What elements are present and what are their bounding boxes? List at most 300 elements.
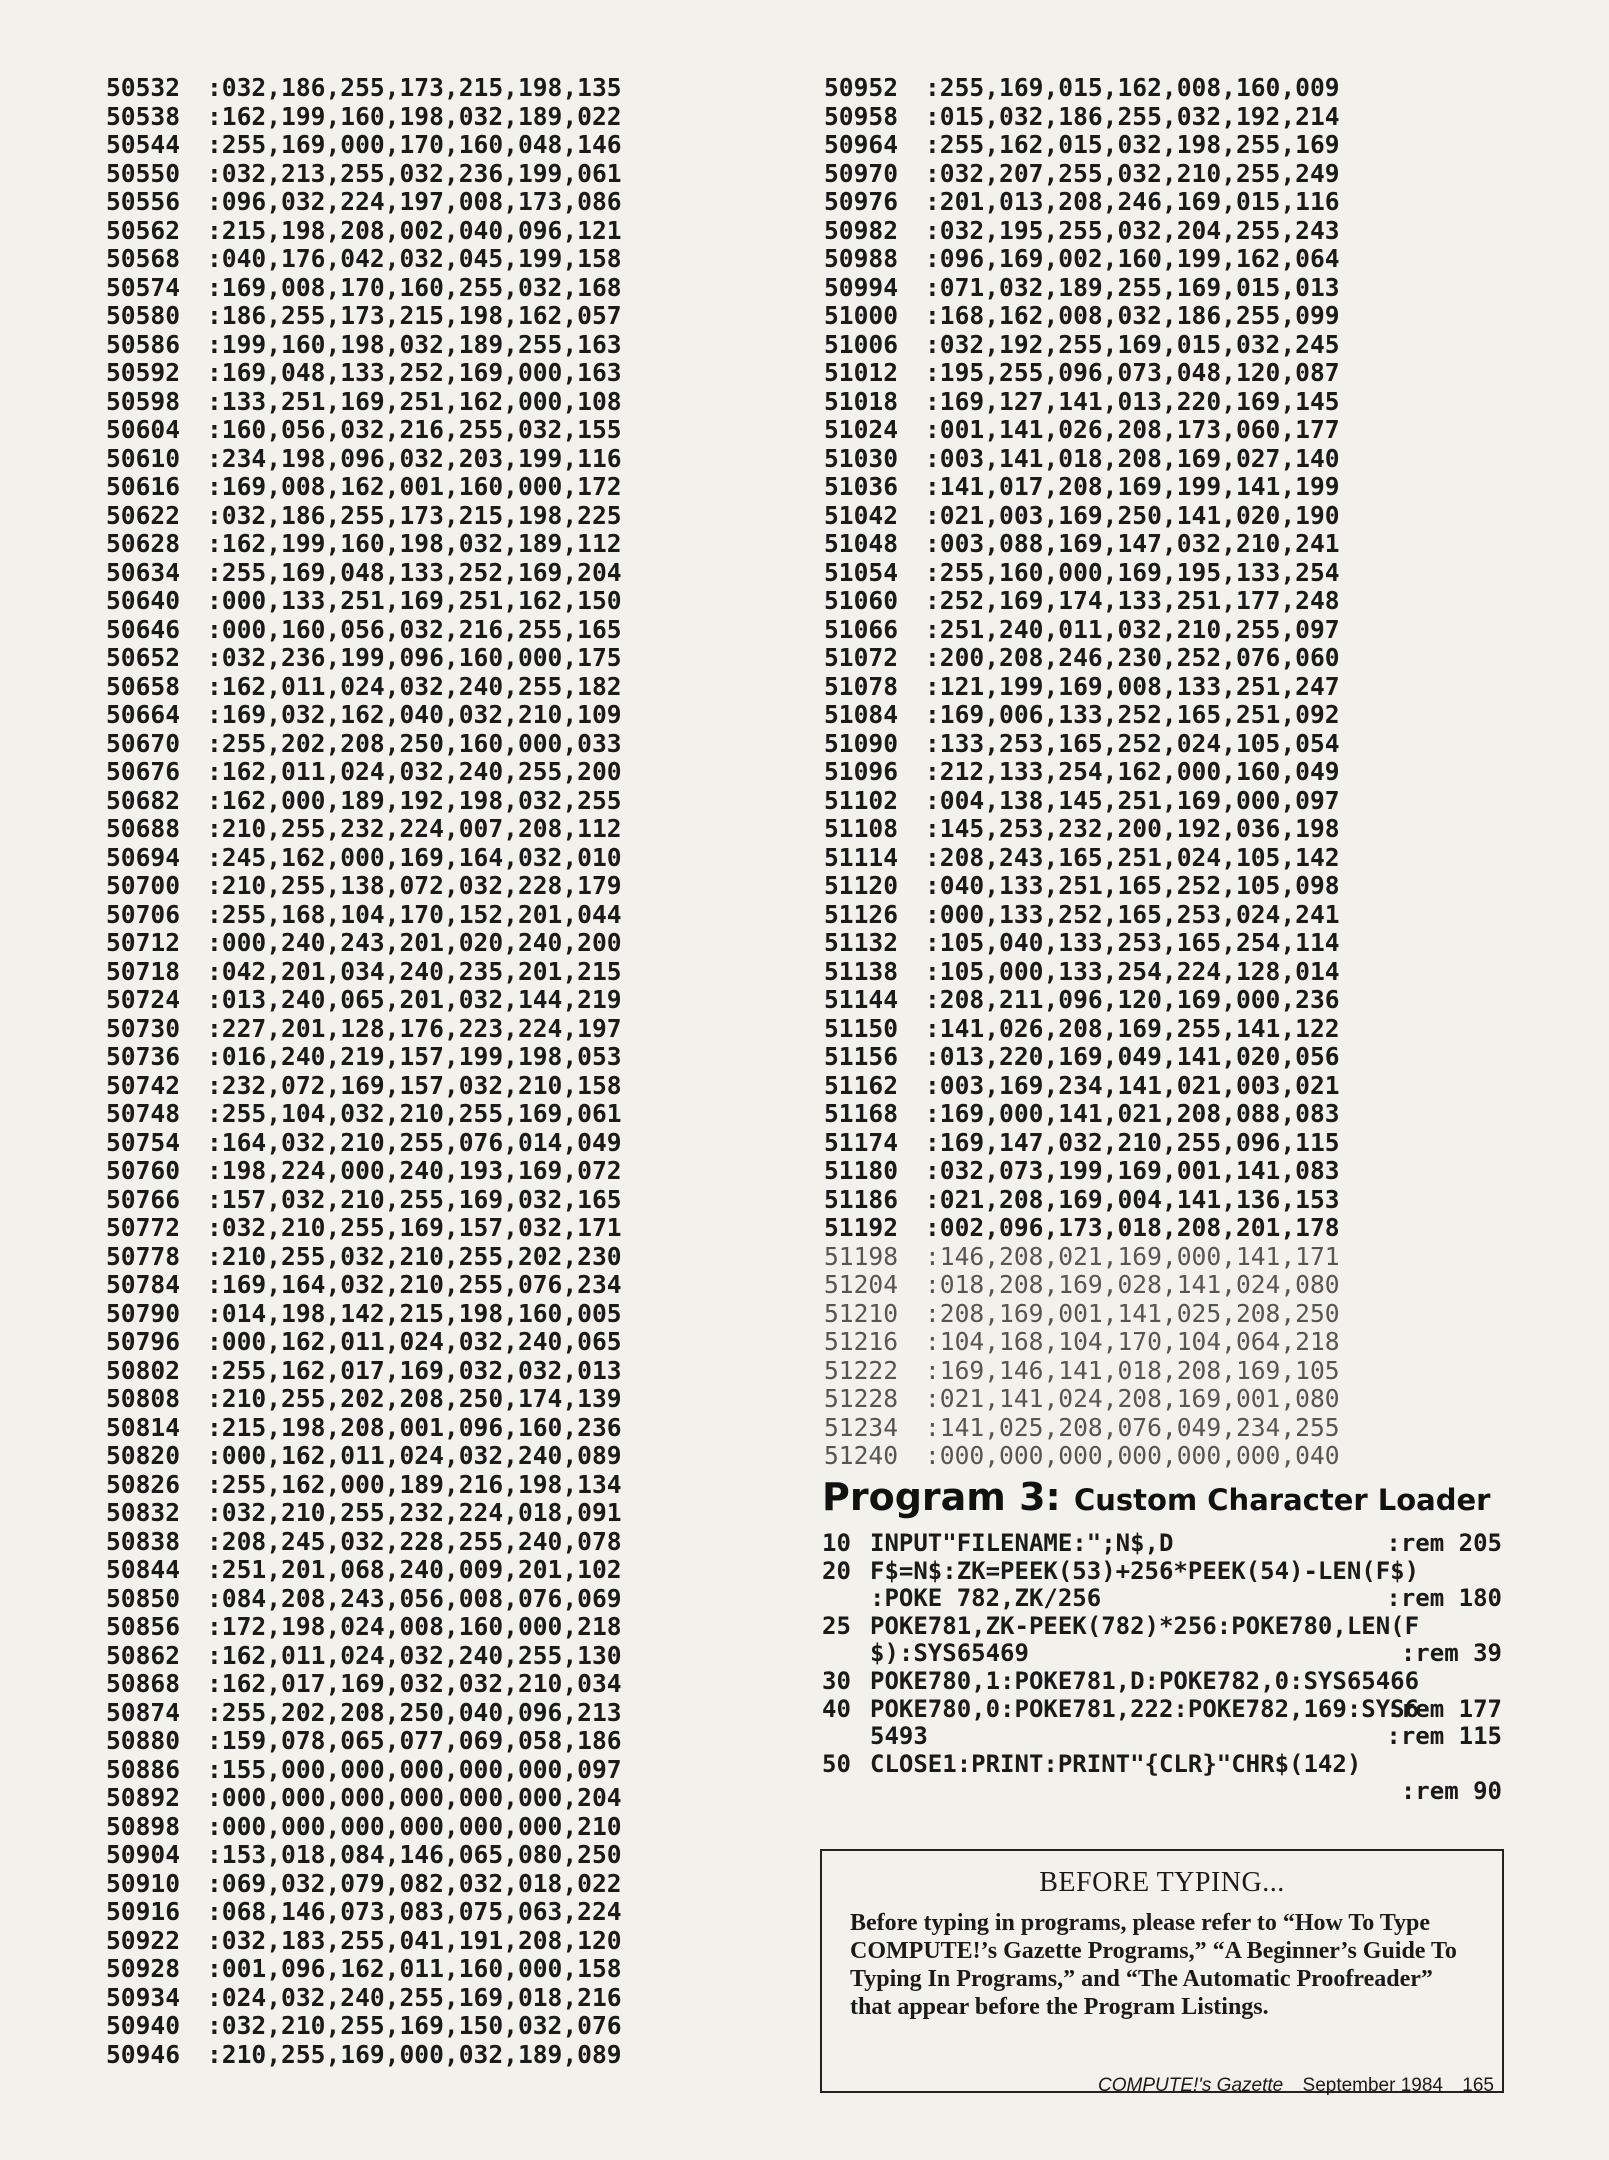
line-values: :199,160,198,032,189,255,163 (207, 329, 622, 359)
line-values: :210,255,169,000,032,189,089 (207, 2039, 622, 2069)
data-line (106, 445, 622, 474)
data-line (106, 730, 622, 759)
line-values: :255,162,015,032,198,255,169 (925, 130, 1340, 159)
line-values: :208,245,032,228,255,240,078 (207, 1526, 622, 1556)
data-line (106, 616, 622, 645)
basic-line-code: POKE780,0:POKE781,222:POKE782,169:SYS6 (870, 1694, 1420, 1723)
line-address: 51102 (824, 785, 899, 815)
data-line (106, 103, 622, 132)
line-address: 51222 (824, 1355, 899, 1385)
line-address: 51186 (824, 1184, 899, 1214)
program-title (822, 1472, 1490, 1525)
basic-line-number: 25 (822, 1611, 851, 1640)
line-values: :200,208,246,230,252,076,060 (925, 643, 1340, 672)
data-line (106, 1471, 622, 1500)
data-line (106, 758, 622, 787)
basic-listing (822, 1529, 1502, 1806)
data-line (106, 1585, 622, 1614)
data-line (824, 388, 1340, 417)
line-values: :169,048,133,252,169,000,163 (207, 358, 622, 387)
data-line (106, 1499, 622, 1528)
line-address: 51114 (824, 842, 899, 872)
line-values: :255,202,208,250,160,000,033 (207, 728, 622, 758)
line-address: 51060 (824, 586, 899, 615)
line-values: :032,192,255,169,015,032,245 (925, 329, 1340, 359)
line-values: :021,208,169,004,141,136,153 (925, 1184, 1340, 1214)
data-line (106, 359, 622, 388)
data-line (106, 2012, 622, 2041)
line-address: 50994 (824, 272, 899, 302)
line-values: :032,210,255,169,157,032,171 (207, 1213, 622, 1242)
line-address: 51090 (824, 728, 899, 758)
line-values: :001,141,026,208,173,060,177 (925, 415, 1340, 444)
data-line (824, 815, 1340, 844)
line-address: 51240 (824, 1441, 899, 1470)
line-values: :255,169,048,133,252,169,204 (207, 557, 622, 587)
line-address: 51150 (824, 1013, 899, 1043)
data-line (106, 1414, 622, 1443)
line-address: 51216 (824, 1327, 899, 1356)
data-line (106, 473, 622, 502)
data-line (824, 644, 1340, 673)
data-line (106, 644, 622, 673)
data-line (106, 1385, 622, 1414)
line-values: :084,208,243,056,008,076,069 (207, 1583, 622, 1613)
data-line (824, 673, 1340, 702)
line-values: :000,240,243,201,020,240,200 (207, 928, 622, 957)
line-address: 50778 (106, 1241, 181, 1271)
line-values: :210,255,232,224,007,208,112 (207, 814, 622, 843)
line-values: :032,210,255,232,224,018,091 (207, 1498, 622, 1527)
basic-line-checksum: :rem 39 (1400, 1639, 1502, 1668)
line-address: 50874 (106, 1697, 181, 1727)
line-values: :169,008,162,001,160,000,172 (207, 472, 622, 501)
line-address: 50928 (106, 1954, 181, 1983)
line-values: :210,255,032,210,255,202,230 (207, 1241, 622, 1271)
notice-body: Before typing in programs, please refer to “How To Type COMPUTE!’s Gazette Programs,” “A Beginner’s Guide To Typing In Programs,” and “The Automatic Proofreader” that appear before the Program Listings. (850, 1910, 1457, 2020)
data-line (106, 1898, 622, 1927)
data-line (106, 1955, 622, 1984)
line-values: :141,025,208,076,049,234,255 (925, 1412, 1340, 1442)
data-line (106, 1642, 622, 1671)
data-line (106, 1442, 622, 1471)
line-address: 51234 (824, 1412, 899, 1442)
data-line (824, 1385, 1340, 1414)
data-line (824, 1357, 1340, 1386)
data-line (824, 986, 1340, 1015)
line-address: 51132 (824, 928, 899, 957)
basic-line (822, 1751, 1502, 1779)
line-address: 50622 (106, 500, 181, 530)
data-line (106, 1157, 622, 1186)
line-values: :071,032,189,255,169,015,013 (925, 272, 1340, 302)
data-line (824, 844, 1340, 873)
line-address: 50766 (106, 1184, 181, 1214)
basic-line (822, 1696, 1502, 1724)
data-line (106, 1243, 622, 1272)
data-line (106, 1357, 622, 1386)
line-address: 51024 (824, 415, 899, 444)
line-address: 51156 (824, 1042, 899, 1071)
data-line (106, 74, 622, 103)
line-address: 50736 (106, 1042, 181, 1071)
line-address: 51078 (824, 671, 899, 701)
line-values: :001,096,162,011,160,000,158 (207, 1954, 622, 1983)
data-line (106, 160, 622, 189)
before-typing-box (820, 1849, 1504, 2093)
line-address: 50616 (106, 472, 181, 501)
line-address: 50706 (106, 899, 181, 929)
basic-line-checksum: :rem 90 (1400, 1777, 1502, 1806)
line-values: :169,006,133,252,165,251,092 (925, 700, 1340, 729)
line-values: :032,195,255,032,204,255,243 (925, 215, 1340, 245)
data-line (824, 1214, 1340, 1243)
data-line (106, 274, 622, 303)
line-values: :255,104,032,210,255,169,061 (207, 1099, 622, 1128)
data-line (106, 1186, 622, 1215)
data-line (824, 331, 1340, 360)
data-line (824, 502, 1340, 531)
line-values: :255,169,015,162,008,160,009 (925, 73, 1340, 102)
line-address: 50748 (106, 1099, 181, 1128)
line-values: :032,213,255,032,236,199,061 (207, 158, 622, 188)
basic-line (822, 1613, 1502, 1641)
line-values: :133,251,169,251,162,000,108 (207, 386, 622, 416)
line-values: :195,255,096,073,048,120,087 (925, 358, 1340, 387)
data-line (106, 1556, 622, 1585)
data-line (106, 872, 622, 901)
line-address: 51018 (824, 386, 899, 416)
basic-line-code: F$=N$:ZK=PEEK(53)+256*PEEK(54)-LEN(F$) (870, 1556, 1420, 1585)
line-address: 50652 (106, 643, 181, 672)
line-values: :146,208,021,169,000,141,171 (925, 1241, 1340, 1271)
data-line (824, 559, 1340, 588)
line-values: :232,072,169,157,032,210,158 (207, 1070, 622, 1100)
line-address: 50730 (106, 1013, 181, 1043)
line-values: :021,003,169,250,141,020,190 (925, 500, 1340, 530)
line-values: :000,000,000,000,000,000,040 (925, 1441, 1340, 1470)
line-values: :208,243,165,251,024,105,142 (925, 842, 1340, 872)
line-address: 51072 (824, 643, 899, 672)
data-line (824, 758, 1340, 787)
data-line (824, 103, 1340, 132)
basic-line (822, 1585, 1502, 1613)
line-values: :169,147,032,210,255,096,115 (925, 1127, 1340, 1157)
line-address: 50742 (106, 1070, 181, 1100)
line-address: 50772 (106, 1213, 181, 1242)
data-line (824, 1442, 1340, 1471)
line-address: 51054 (824, 557, 899, 587)
line-values: :121,199,169,008,133,251,247 (925, 671, 1340, 701)
line-address: 50820 (106, 1441, 181, 1470)
line-values: :104,168,104,170,104,064,218 (925, 1327, 1340, 1356)
line-address: 51162 (824, 1070, 899, 1100)
line-address: 50550 (106, 158, 181, 188)
line-address: 51180 (824, 1156, 899, 1185)
line-address: 50658 (106, 671, 181, 701)
line-values: :155,000,000,000,000,000,097 (207, 1754, 622, 1784)
data-line (106, 986, 622, 1015)
data-line (106, 1784, 622, 1813)
basic-line-number: 20 (822, 1556, 851, 1585)
line-address: 50838 (106, 1526, 181, 1556)
line-values: :201,013,208,246,169,015,116 (925, 187, 1340, 216)
line-address: 50922 (106, 1925, 181, 1955)
line-values: :013,240,065,201,032,144,219 (207, 985, 622, 1014)
data-line (824, 530, 1340, 559)
line-values: :096,032,224,197,008,173,086 (207, 187, 622, 216)
line-values: :003,169,234,141,021,003,021 (925, 1070, 1340, 1100)
line-values: :040,176,042,032,045,199,158 (207, 244, 622, 273)
data-line (824, 131, 1340, 160)
line-address: 51048 (824, 529, 899, 558)
data-line (106, 131, 622, 160)
line-values: :164,032,210,255,076,014,049 (207, 1127, 622, 1157)
line-values: :000,162,011,024,032,240,065 (207, 1327, 622, 1356)
data-line (824, 217, 1340, 246)
line-values: :004,138,145,251,169,000,097 (925, 785, 1340, 815)
line-values: :000,133,252,165,253,024,241 (925, 899, 1340, 929)
line-address: 51006 (824, 329, 899, 359)
line-values: :162,011,024,032,240,255,130 (207, 1640, 622, 1670)
line-address: 50886 (106, 1754, 181, 1784)
line-values: :105,040,133,253,165,254,114 (925, 928, 1340, 957)
data-line (824, 416, 1340, 445)
line-address: 50904 (106, 1840, 181, 1869)
data-line (106, 1072, 622, 1101)
data-line (824, 1157, 1340, 1186)
basic-line-continuation: $):SYS65469 (870, 1639, 1029, 1668)
line-values: :255,162,000,189,216,198,134 (207, 1469, 622, 1499)
line-address: 50784 (106, 1270, 181, 1299)
line-address: 50868 (106, 1669, 181, 1698)
line-values: :145,253,232,200,192,036,198 (925, 814, 1340, 843)
line-values: :255,160,000,169,195,133,254 (925, 557, 1340, 587)
line-values: :032,186,255,173,215,198,135 (207, 73, 622, 102)
basic-line (822, 1558, 1502, 1586)
basic-line-checksum: :rem 115 (1386, 1722, 1502, 1751)
line-address: 50916 (106, 1897, 181, 1926)
line-address: 50826 (106, 1469, 181, 1499)
line-address: 50604 (106, 415, 181, 444)
data-listing-left (106, 74, 622, 2069)
basic-line-checksum: :rem 180 (1386, 1584, 1502, 1613)
line-values: :169,032,162,040,032,210,109 (207, 700, 622, 729)
line-address: 50718 (106, 956, 181, 986)
data-line (106, 1129, 622, 1158)
line-address: 50670 (106, 728, 181, 758)
data-line (106, 188, 622, 217)
line-address: 50688 (106, 814, 181, 843)
data-line (824, 587, 1340, 616)
data-line (824, 274, 1340, 303)
line-values: :014,198,142,215,198,160,005 (207, 1298, 622, 1328)
line-address: 51138 (824, 956, 899, 986)
data-line (106, 502, 622, 531)
line-values: :141,017,208,169,199,141,199 (925, 472, 1340, 501)
basic-line-continuation: :POKE 782,ZK/256 (870, 1584, 1102, 1613)
line-address: 50646 (106, 614, 181, 644)
basic-line-number: 40 (822, 1694, 851, 1723)
basic-line-code: INPUT"FILENAME:";N$,D (870, 1529, 1174, 1557)
data-line (824, 1300, 1340, 1329)
line-address: 50880 (106, 1726, 181, 1755)
line-address: 50562 (106, 215, 181, 245)
data-line (106, 1699, 622, 1728)
line-address: 50568 (106, 244, 181, 273)
line-values: :162,011,024,032,240,255,182 (207, 671, 622, 701)
data-line (106, 388, 622, 417)
line-address: 50544 (106, 130, 181, 159)
basic-line (822, 1668, 1502, 1696)
line-address: 50790 (106, 1298, 181, 1328)
line-values: :032,186,255,173,215,198,225 (207, 500, 622, 530)
line-address: 50694 (106, 842, 181, 872)
line-values: :032,236,199,096,160,000,175 (207, 643, 622, 672)
data-line (824, 1015, 1340, 1044)
line-values: :162,017,169,032,032,210,034 (207, 1669, 622, 1698)
line-values: :172,198,024,008,160,000,218 (207, 1612, 622, 1641)
data-line (106, 1870, 622, 1899)
line-values: :032,073,199,169,001,141,083 (925, 1156, 1340, 1185)
line-values: :234,198,096,032,203,199,116 (207, 443, 622, 473)
data-line (824, 302, 1340, 331)
data-line (106, 1100, 622, 1129)
data-line (106, 416, 622, 445)
line-values: :032,183,255,041,191,208,120 (207, 1925, 622, 1955)
data-line (106, 217, 622, 246)
line-values: :162,199,160,198,032,189,022 (207, 101, 622, 131)
basic-line (822, 1723, 1502, 1751)
line-address: 51000 (824, 301, 899, 330)
line-address: 50970 (824, 158, 899, 188)
data-line (824, 1414, 1340, 1443)
line-values: :186,255,173,215,198,162,057 (207, 301, 622, 330)
line-address: 51204 (824, 1270, 899, 1299)
line-values: :245,162,000,169,164,032,010 (207, 842, 622, 872)
line-address: 51174 (824, 1127, 899, 1157)
data-line (106, 815, 622, 844)
data-line (824, 445, 1340, 474)
basic-line-code: POKE780,1:POKE781,D:POKE782,0:SYS65466 (870, 1666, 1420, 1695)
line-address: 50574 (106, 272, 181, 302)
line-values: :021,141,024,208,169,001,080 (925, 1384, 1340, 1413)
data-line (824, 1243, 1340, 1272)
line-address: 50676 (106, 757, 181, 786)
line-address: 50958 (824, 101, 899, 131)
line-address: 50664 (106, 700, 181, 729)
data-line (824, 901, 1340, 930)
line-address: 51042 (824, 500, 899, 530)
line-values: :255,168,104,170,152,201,044 (207, 899, 622, 929)
line-values: :133,253,165,252,024,105,054 (925, 728, 1340, 758)
line-address: 50952 (824, 73, 899, 102)
basic-line-number: 50 (822, 1749, 851, 1778)
line-values: :212,133,254,162,000,160,049 (925, 757, 1340, 786)
data-line (824, 1129, 1340, 1158)
footer-page-number: 165 (1462, 2075, 1494, 2096)
line-address: 50592 (106, 358, 181, 387)
data-line (106, 2041, 622, 2070)
data-line (106, 587, 622, 616)
line-address: 50856 (106, 1612, 181, 1641)
line-values: :251,240,011,032,210,255,097 (925, 614, 1340, 644)
line-address: 50610 (106, 443, 181, 473)
data-line (824, 359, 1340, 388)
line-values: :169,164,032,210,255,076,234 (207, 1270, 622, 1299)
line-address: 50976 (824, 187, 899, 216)
line-address: 51036 (824, 472, 899, 501)
data-line (824, 1271, 1340, 1300)
data-line (106, 1813, 622, 1842)
data-line (106, 844, 622, 873)
line-address: 50940 (106, 2011, 181, 2040)
data-line (824, 929, 1340, 958)
line-address: 50640 (106, 586, 181, 615)
footer-magazine: COMPUTE!'s Gazette (1098, 2075, 1284, 2096)
line-values: :024,032,240,255,169,018,216 (207, 1982, 622, 2012)
program-title-sub: Custom Character Loader (1073, 1483, 1491, 1517)
line-values: :003,088,169,147,032,210,241 (925, 529, 1340, 558)
line-values: :096,169,002,160,199,162,064 (925, 244, 1340, 273)
line-values: :042,201,034,240,235,201,215 (207, 956, 622, 986)
line-values: :018,208,169,028,141,024,080 (925, 1270, 1340, 1299)
data-line (106, 673, 622, 702)
data-line (824, 787, 1340, 816)
line-values: :016,240,219,157,199,198,053 (207, 1042, 622, 1071)
data-line (824, 958, 1340, 987)
data-line (106, 1841, 622, 1870)
footer-date: September 1984 (1302, 2075, 1444, 2096)
data-line (106, 1613, 622, 1642)
data-line (106, 559, 622, 588)
line-values: :227,201,128,176,223,224,197 (207, 1013, 622, 1043)
line-values: :069,032,079,082,032,018,022 (207, 1868, 622, 1898)
line-address: 50628 (106, 529, 181, 558)
line-address: 50934 (106, 1982, 181, 2012)
line-values: :210,255,202,208,250,174,139 (207, 1384, 622, 1413)
data-line (824, 1043, 1340, 1072)
line-values: :255,162,017,169,032,032,013 (207, 1355, 622, 1385)
line-values: :141,026,208,169,255,141,122 (925, 1013, 1340, 1043)
line-address: 50898 (106, 1811, 181, 1841)
line-address: 50538 (106, 101, 181, 131)
line-address: 50850 (106, 1583, 181, 1613)
line-values: :157,032,210,255,169,032,165 (207, 1184, 622, 1214)
line-address: 50712 (106, 928, 181, 957)
line-address: 50754 (106, 1127, 181, 1157)
data-line (824, 1100, 1340, 1129)
data-listing-right (824, 74, 1340, 1471)
data-line (824, 872, 1340, 901)
line-address: 50814 (106, 1412, 181, 1442)
data-line (106, 1756, 622, 1785)
line-address: 50682 (106, 785, 181, 815)
basic-line-code: CLOSE1:PRINT:PRINT"{CLR}"CHR$(142) (870, 1749, 1362, 1778)
line-values: :208,211,096,120,169,000,236 (925, 985, 1340, 1014)
data-line (824, 160, 1340, 189)
data-line (824, 730, 1340, 759)
line-address: 50910 (106, 1868, 181, 1898)
line-address: 50700 (106, 871, 181, 900)
line-address: 50946 (106, 2039, 181, 2069)
data-line (824, 616, 1340, 645)
data-line (106, 901, 622, 930)
line-address: 50634 (106, 557, 181, 587)
data-line (824, 245, 1340, 274)
basic-line-checksum: :rem 177 (1386, 1694, 1502, 1723)
line-values: :032,210,255,169,150,032,076 (207, 2011, 622, 2040)
